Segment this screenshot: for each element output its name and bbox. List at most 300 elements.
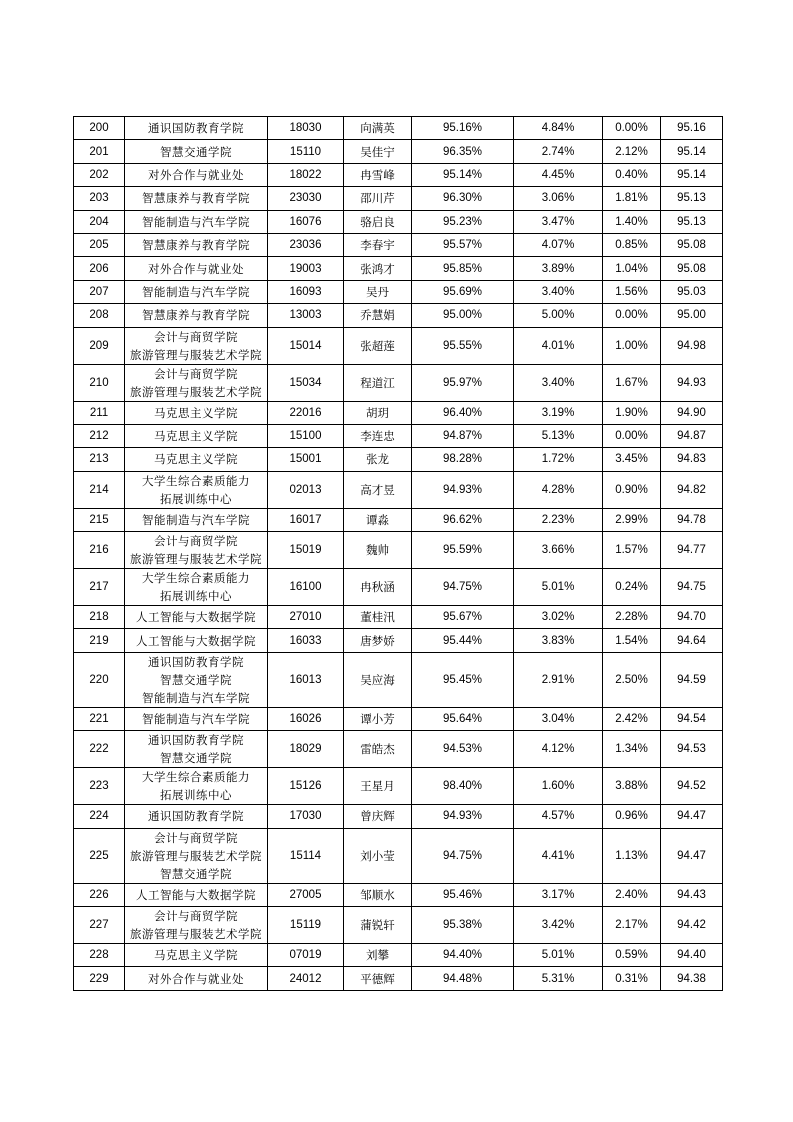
score-cell: 94.53 [661, 731, 723, 768]
table-row [74, 805, 723, 828]
department-line: 对外合作与就业处 [148, 971, 244, 986]
percent-2-cell: 3.04% [514, 707, 603, 730]
percent-2-cell: 3.89% [514, 257, 603, 280]
table-row [74, 140, 723, 163]
rank-cell: 201 [74, 140, 125, 163]
department-line: 旅游管理与服装艺术学院 [130, 927, 262, 942]
percent-2-cell: 3.47% [514, 210, 603, 233]
department-line: 智慧交通学院 [160, 144, 232, 159]
table-row [74, 448, 723, 471]
department-line: 马克思主义学院 [154, 429, 238, 444]
department-line: 会计与商贸学院 [154, 909, 238, 924]
name-cell: 李春宇 [344, 233, 412, 256]
table-row [74, 731, 723, 768]
id-cell: 15014 [268, 327, 344, 364]
name-cell: 雷皓杰 [344, 731, 412, 768]
department-line: 智能制造与汽车学院 [142, 690, 250, 705]
department-line: 通识国防教育学院 [148, 121, 244, 136]
score-cell: 94.78 [661, 508, 723, 531]
id-cell: 15001 [268, 448, 344, 471]
score-cell: 95.13 [661, 210, 723, 233]
rank-cell: 224 [74, 805, 125, 828]
id-cell: 16013 [268, 652, 344, 707]
department-line: 会计与商贸学院 [154, 366, 238, 381]
department-line: 大学生综合素质能力 [142, 770, 250, 785]
id-cell: 24012 [268, 967, 344, 990]
rank-cell: 216 [74, 532, 125, 569]
percent-1-cell: 95.38% [412, 907, 514, 944]
id-cell: 23030 [268, 187, 344, 210]
percent-3-cell: 1.57% [603, 532, 661, 569]
id-cell: 17030 [268, 805, 344, 828]
department-line: 马克思主义学院 [154, 452, 238, 467]
table-row [74, 327, 723, 364]
department-cell [125, 210, 268, 233]
score-cell: 94.70 [661, 606, 723, 629]
percent-1-cell: 94.48% [412, 967, 514, 990]
department-line: 智能制造与汽车学院 [142, 214, 250, 229]
department-line: 智慧康养与教育学院 [142, 191, 250, 206]
name-cell: 谭小芳 [344, 707, 412, 730]
name-cell: 董桂汛 [344, 606, 412, 629]
department-line: 人工智能与大数据学院 [136, 610, 256, 625]
percent-1-cell: 94.75% [412, 569, 514, 606]
rank-cell: 203 [74, 187, 125, 210]
department-cell [125, 967, 268, 990]
rank-cell: 225 [74, 828, 125, 883]
score-cell: 94.64 [661, 629, 723, 652]
department-cell [125, 140, 268, 163]
name-cell: 吴佳宁 [344, 140, 412, 163]
percent-2-cell: 5.01% [514, 944, 603, 967]
id-cell: 23036 [268, 233, 344, 256]
percent-3-cell: 2.17% [603, 907, 661, 944]
table-row [74, 508, 723, 531]
percent-3-cell: 2.50% [603, 652, 661, 707]
percent-2-cell: 3.42% [514, 907, 603, 944]
percent-2-cell: 4.28% [514, 471, 603, 508]
percent-3-cell: 0.31% [603, 967, 661, 990]
score-cell: 95.16 [661, 117, 723, 140]
department-cell [125, 163, 268, 186]
percent-2-cell: 5.01% [514, 569, 603, 606]
table-row [74, 944, 723, 967]
department-cell [125, 907, 268, 944]
name-cell: 冉秋涵 [344, 569, 412, 606]
name-cell: 曾庆辉 [344, 805, 412, 828]
id-cell: 16100 [268, 569, 344, 606]
department-cell [125, 805, 268, 828]
percent-2-cell: 3.40% [514, 280, 603, 303]
name-cell: 刘攀 [344, 944, 412, 967]
percent-1-cell: 96.62% [412, 508, 514, 531]
table-row [74, 304, 723, 327]
table-row [74, 117, 723, 140]
percent-3-cell: 1.34% [603, 731, 661, 768]
rank-cell: 229 [74, 967, 125, 990]
percent-2-cell: 4.01% [514, 327, 603, 364]
department-line: 拓展训练中心 [160, 788, 232, 803]
rank-cell: 204 [74, 210, 125, 233]
percent-3-cell: 2.99% [603, 508, 661, 531]
percent-3-cell: 0.90% [603, 471, 661, 508]
name-cell: 平德辉 [344, 967, 412, 990]
department-cell [125, 424, 268, 447]
percent-2-cell: 2.91% [514, 652, 603, 707]
department-line: 会计与商贸学院 [154, 830, 238, 845]
department-line: 旅游管理与服装艺术学院 [130, 347, 262, 362]
rank-cell: 212 [74, 424, 125, 447]
percent-2-cell: 4.12% [514, 731, 603, 768]
percent-1-cell: 95.57% [412, 233, 514, 256]
percent-3-cell: 3.45% [603, 448, 661, 471]
percent-2-cell: 5.00% [514, 304, 603, 327]
department-line: 旅游管理与服装艺术学院 [130, 552, 262, 567]
table-row [74, 210, 723, 233]
department-line: 马克思主义学院 [154, 405, 238, 420]
percent-1-cell: 94.40% [412, 944, 514, 967]
percent-1-cell: 94.93% [412, 805, 514, 828]
ranking-table [73, 116, 723, 991]
percent-3-cell: 0.00% [603, 304, 661, 327]
table-row [74, 967, 723, 990]
table-row [74, 768, 723, 805]
rank-cell: 200 [74, 117, 125, 140]
percent-2-cell: 2.74% [514, 140, 603, 163]
percent-1-cell: 95.46% [412, 883, 514, 906]
name-cell: 蒲锐轩 [344, 907, 412, 944]
rank-cell: 219 [74, 629, 125, 652]
percent-3-cell: 0.24% [603, 569, 661, 606]
percent-1-cell: 95.44% [412, 629, 514, 652]
department-line: 对外合作与就业处 [148, 167, 244, 182]
table-row [74, 629, 723, 652]
id-cell: 15114 [268, 828, 344, 883]
percent-1-cell: 94.53% [412, 731, 514, 768]
percent-2-cell: 3.40% [514, 364, 603, 401]
score-cell: 94.47 [661, 805, 723, 828]
percent-3-cell: 2.40% [603, 883, 661, 906]
rank-cell: 205 [74, 233, 125, 256]
rank-cell: 214 [74, 471, 125, 508]
id-cell: 18022 [268, 163, 344, 186]
percent-3-cell: 2.28% [603, 606, 661, 629]
department-line: 智能制造与汽车学院 [142, 712, 250, 727]
table-row [74, 364, 723, 401]
percent-2-cell: 3.19% [514, 401, 603, 424]
table-body [74, 117, 723, 991]
name-cell: 吴应海 [344, 652, 412, 707]
percent-3-cell: 0.85% [603, 233, 661, 256]
department-line: 智慧交通学院 [160, 866, 232, 881]
percent-1-cell: 94.75% [412, 828, 514, 883]
name-cell: 向满英 [344, 117, 412, 140]
id-cell: 27005 [268, 883, 344, 906]
rank-cell: 218 [74, 606, 125, 629]
percent-3-cell: 0.00% [603, 424, 661, 447]
percent-3-cell: 2.42% [603, 707, 661, 730]
department-line: 人工智能与大数据学院 [136, 887, 256, 902]
name-cell: 张龙 [344, 448, 412, 471]
percent-3-cell: 0.59% [603, 944, 661, 967]
department-line: 大学生综合素质能力 [142, 571, 250, 586]
score-cell: 94.42 [661, 907, 723, 944]
table-row [74, 401, 723, 424]
name-cell: 邵川芹 [344, 187, 412, 210]
department-cell [125, 117, 268, 140]
department-line: 拓展训练中心 [160, 589, 232, 604]
department-cell [125, 233, 268, 256]
department-cell [125, 280, 268, 303]
score-cell: 95.00 [661, 304, 723, 327]
rank-cell: 202 [74, 163, 125, 186]
rank-cell: 227 [74, 907, 125, 944]
score-cell: 94.47 [661, 828, 723, 883]
percent-3-cell: 2.12% [603, 140, 661, 163]
department-cell [125, 707, 268, 730]
table-row [74, 652, 723, 707]
name-cell: 张超莲 [344, 327, 412, 364]
id-cell: 13003 [268, 304, 344, 327]
percent-2-cell: 4.45% [514, 163, 603, 186]
department-cell [125, 629, 268, 652]
score-cell: 95.14 [661, 140, 723, 163]
table-row [74, 532, 723, 569]
score-cell: 94.59 [661, 652, 723, 707]
percent-2-cell: 4.41% [514, 828, 603, 883]
id-cell: 15019 [268, 532, 344, 569]
name-cell: 谭淼 [344, 508, 412, 531]
score-cell: 94.98 [661, 327, 723, 364]
rank-cell: 228 [74, 944, 125, 967]
id-cell: 27010 [268, 606, 344, 629]
name-cell: 魏帅 [344, 532, 412, 569]
percent-3-cell: 1.13% [603, 828, 661, 883]
score-cell: 94.52 [661, 768, 723, 805]
percent-2-cell: 5.31% [514, 967, 603, 990]
department-line: 马克思主义学院 [154, 948, 238, 963]
table-row [74, 424, 723, 447]
name-cell: 吴丹 [344, 280, 412, 303]
score-cell: 94.83 [661, 448, 723, 471]
rank-cell: 226 [74, 883, 125, 906]
percent-1-cell: 95.64% [412, 707, 514, 730]
department-cell [125, 532, 268, 569]
name-cell: 张鸿才 [344, 257, 412, 280]
department-line: 拓展训练中心 [160, 491, 232, 506]
percent-3-cell: 1.00% [603, 327, 661, 364]
percent-2-cell: 4.57% [514, 805, 603, 828]
rank-cell: 220 [74, 652, 125, 707]
department-line: 通识国防教育学院 [148, 654, 244, 669]
department-line: 通识国防教育学院 [148, 809, 244, 824]
table-row [74, 257, 723, 280]
department-line: 智能制造与汽车学院 [142, 512, 250, 527]
department-cell [125, 327, 268, 364]
department-cell [125, 652, 268, 707]
percent-3-cell: 0.00% [603, 117, 661, 140]
rank-cell: 222 [74, 731, 125, 768]
percent-3-cell: 0.40% [603, 163, 661, 186]
department-line: 会计与商贸学院 [154, 329, 238, 344]
department-cell [125, 471, 268, 508]
percent-1-cell: 96.35% [412, 140, 514, 163]
id-cell: 15110 [268, 140, 344, 163]
department-line: 会计与商贸学院 [154, 534, 238, 549]
department-cell [125, 187, 268, 210]
name-cell: 冉雪峰 [344, 163, 412, 186]
rank-cell: 207 [74, 280, 125, 303]
name-cell: 邹顺水 [344, 883, 412, 906]
percent-2-cell: 2.23% [514, 508, 603, 531]
department-cell [125, 448, 268, 471]
department-line: 旅游管理与服装艺术学院 [130, 848, 262, 863]
rank-cell: 215 [74, 508, 125, 531]
department-cell [125, 569, 268, 606]
percent-1-cell: 95.00% [412, 304, 514, 327]
score-cell: 94.90 [661, 401, 723, 424]
score-cell: 94.38 [661, 967, 723, 990]
score-cell: 95.03 [661, 280, 723, 303]
table-row [74, 569, 723, 606]
percent-1-cell: 94.93% [412, 471, 514, 508]
department-cell [125, 257, 268, 280]
department-line: 通识国防教育学院 [148, 733, 244, 748]
percent-3-cell: 1.90% [603, 401, 661, 424]
department-cell [125, 768, 268, 805]
percent-1-cell: 95.97% [412, 364, 514, 401]
department-line: 智慧交通学院 [160, 672, 232, 687]
table-row [74, 883, 723, 906]
percent-1-cell: 98.28% [412, 448, 514, 471]
percent-3-cell: 1.54% [603, 629, 661, 652]
percent-1-cell: 95.23% [412, 210, 514, 233]
percent-1-cell: 95.59% [412, 532, 514, 569]
percent-1-cell: 95.85% [412, 257, 514, 280]
id-cell: 15034 [268, 364, 344, 401]
percent-2-cell: 3.66% [514, 532, 603, 569]
name-cell: 李连忠 [344, 424, 412, 447]
department-cell [125, 364, 268, 401]
percent-2-cell: 1.72% [514, 448, 603, 471]
rank-cell: 213 [74, 448, 125, 471]
name-cell: 王星月 [344, 768, 412, 805]
name-cell: 刘小莹 [344, 828, 412, 883]
percent-3-cell: 1.81% [603, 187, 661, 210]
percent-1-cell: 95.45% [412, 652, 514, 707]
table-row [74, 163, 723, 186]
score-cell: 95.08 [661, 233, 723, 256]
id-cell: 16033 [268, 629, 344, 652]
name-cell: 唐梦娇 [344, 629, 412, 652]
percent-1-cell: 96.30% [412, 187, 514, 210]
department-line: 对外合作与就业处 [148, 261, 244, 276]
id-cell: 16017 [268, 508, 344, 531]
id-cell: 15126 [268, 768, 344, 805]
percent-2-cell: 4.84% [514, 117, 603, 140]
rank-cell: 217 [74, 569, 125, 606]
percent-2-cell: 3.17% [514, 883, 603, 906]
department-cell [125, 944, 268, 967]
id-cell: 18029 [268, 731, 344, 768]
percent-1-cell: 95.55% [412, 327, 514, 364]
department-cell [125, 401, 268, 424]
table-row [74, 606, 723, 629]
id-cell: 16093 [268, 280, 344, 303]
percent-3-cell: 1.40% [603, 210, 661, 233]
score-cell: 94.87 [661, 424, 723, 447]
id-cell: 16026 [268, 707, 344, 730]
name-cell: 乔慧娟 [344, 304, 412, 327]
score-cell: 94.40 [661, 944, 723, 967]
percent-1-cell: 94.87% [412, 424, 514, 447]
score-cell: 95.13 [661, 187, 723, 210]
percent-1-cell: 95.16% [412, 117, 514, 140]
percent-3-cell: 1.56% [603, 280, 661, 303]
score-cell: 94.93 [661, 364, 723, 401]
name-cell: 高才昱 [344, 471, 412, 508]
table-row [74, 280, 723, 303]
id-cell: 18030 [268, 117, 344, 140]
percent-2-cell: 4.07% [514, 233, 603, 256]
name-cell: 程道江 [344, 364, 412, 401]
id-cell: 02013 [268, 471, 344, 508]
percent-1-cell: 98.40% [412, 768, 514, 805]
score-cell: 95.08 [661, 257, 723, 280]
percent-2-cell: 3.06% [514, 187, 603, 210]
department-cell [125, 883, 268, 906]
percent-1-cell: 95.69% [412, 280, 514, 303]
rank-cell: 210 [74, 364, 125, 401]
department-cell [125, 508, 268, 531]
department-cell [125, 828, 268, 883]
department-cell [125, 606, 268, 629]
score-cell: 94.77 [661, 532, 723, 569]
percent-2-cell: 3.02% [514, 606, 603, 629]
table-row [74, 707, 723, 730]
percent-3-cell: 0.96% [603, 805, 661, 828]
department-line: 智能制造与汽车学院 [142, 284, 250, 299]
table-row [74, 187, 723, 210]
rank-cell: 223 [74, 768, 125, 805]
percent-2-cell: 3.83% [514, 629, 603, 652]
table-row [74, 233, 723, 256]
percent-1-cell: 95.14% [412, 163, 514, 186]
score-cell: 94.54 [661, 707, 723, 730]
table-row [74, 828, 723, 883]
id-cell: 07019 [268, 944, 344, 967]
percent-3-cell: 1.67% [603, 364, 661, 401]
department-cell [125, 304, 268, 327]
department-line: 人工智能与大数据学院 [136, 633, 256, 648]
percent-1-cell: 96.40% [412, 401, 514, 424]
id-cell: 19003 [268, 257, 344, 280]
department-cell [125, 731, 268, 768]
rank-cell: 211 [74, 401, 125, 424]
id-cell: 15100 [268, 424, 344, 447]
department-line: 智慧康养与教育学院 [142, 238, 250, 253]
score-cell: 94.43 [661, 883, 723, 906]
id-cell: 22016 [268, 401, 344, 424]
department-line: 旅游管理与服装艺术学院 [130, 384, 262, 399]
table-row [74, 471, 723, 508]
department-line: 智慧康养与教育学院 [142, 308, 250, 323]
score-cell: 95.14 [661, 163, 723, 186]
rank-cell: 206 [74, 257, 125, 280]
department-line: 智慧交通学院 [160, 751, 232, 766]
id-cell: 16076 [268, 210, 344, 233]
percent-2-cell: 1.60% [514, 768, 603, 805]
